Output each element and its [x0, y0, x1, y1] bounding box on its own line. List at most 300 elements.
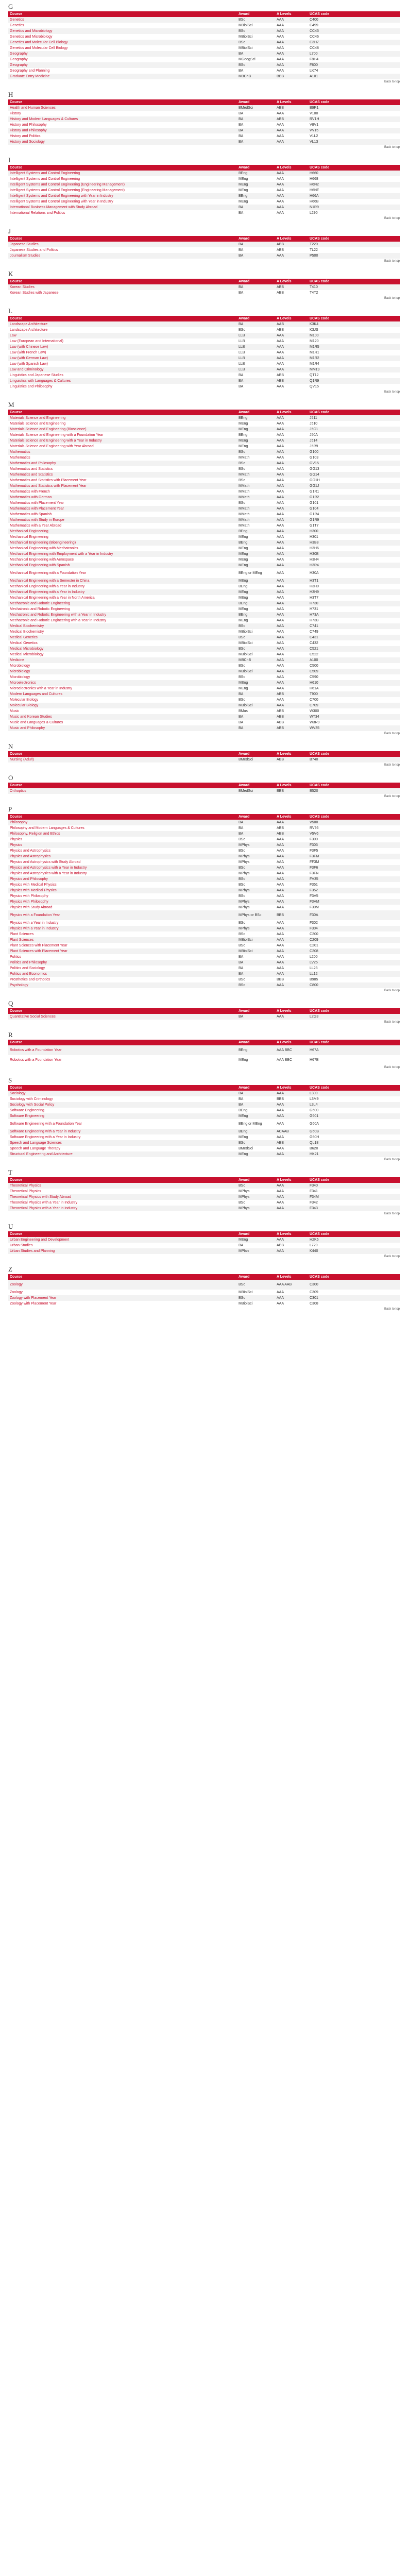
award-cell: BSc	[237, 62, 275, 68]
course-name[interactable]: Health and Human Sciences	[8, 105, 237, 111]
column-header-course: Course	[8, 236, 237, 242]
back-to-top-link[interactable]: Back to top	[384, 217, 400, 220]
course-name[interactable]: Politics and Sociology	[8, 965, 237, 971]
course-name[interactable]: Genetics and Microbiology	[8, 34, 237, 40]
course-name[interactable]: Physics with a Year in Industry	[8, 920, 237, 926]
course-name[interactable]: Speech and Language Therapy	[8, 1146, 237, 1151]
course-name[interactable]: Theoretical Physics	[8, 1183, 237, 1189]
course-name[interactable]: Mechanical Engineering with a Foundation Year	[8, 568, 237, 578]
column-header-alevels: A Levels	[275, 814, 308, 820]
award-cell: MEng	[237, 589, 275, 595]
table-row	[8, 199, 400, 205]
course-name[interactable]: Mathematics with German	[8, 495, 237, 500]
alevels-cell: AAA	[275, 1119, 308, 1129]
award-cell: BA	[237, 831, 275, 837]
course-name[interactable]: Mathematics with a Year Abroad	[8, 523, 237, 529]
back-to-top-link[interactable]: Back to top	[384, 764, 400, 767]
table-row	[8, 34, 400, 40]
course-name[interactable]: Psychology	[8, 982, 237, 988]
course-name[interactable]: Plant Sciences with Placement Year	[8, 948, 237, 954]
course-name[interactable]: Microbiology	[8, 674, 237, 680]
course-name[interactable]: Geography	[8, 51, 237, 57]
course-name[interactable]: Music	[8, 708, 237, 714]
course-name[interactable]: Mechanical Engineering with Employment with a Year in Industry	[8, 551, 237, 557]
back-to-top-row	[8, 988, 400, 998]
alevels-cell: AAA	[275, 578, 308, 584]
course-name[interactable]: Law and Criminology	[8, 367, 237, 372]
award-cell: BMedSci	[237, 788, 275, 794]
course-name[interactable]: Mathematics and Statistics with Placement Year	[8, 478, 237, 483]
course-name[interactable]: Microelectronics with a Year in Industry	[8, 686, 237, 691]
award-cell: MPlan	[237, 1248, 275, 1254]
ucas-code-cell: G60A	[308, 1119, 400, 1129]
table-row	[8, 327, 400, 333]
course-name[interactable]: Genetics	[8, 23, 237, 28]
course-name[interactable]: Microbiology	[8, 669, 237, 674]
course-name[interactable]: Intelligent Systems and Control Engineering with Year in Industry	[8, 193, 237, 199]
course-name[interactable]: Mathematics and Statistics	[8, 466, 237, 472]
alevels-cell: AAA	[275, 848, 308, 854]
alevels-cell: AAA	[275, 606, 308, 612]
course-name[interactable]: Mechatronic and Robotic Engineering	[8, 606, 237, 612]
course-name[interactable]: Software Engineering with a Year in Industry	[8, 1134, 237, 1140]
table-row	[8, 905, 400, 910]
table-row	[8, 28, 400, 34]
course-name[interactable]: Politics and Economics	[8, 971, 237, 977]
course-name[interactable]: Mechanical Engineering with Aerospace	[8, 557, 237, 563]
award-cell: BA	[237, 820, 275, 825]
column-header-course: Course	[8, 1085, 237, 1091]
alevels-cell: AAA	[275, 703, 308, 708]
course-name[interactable]: Genetics and Molecular Cell Biology	[8, 45, 237, 51]
table-row	[8, 557, 400, 563]
award-cell: LLB	[237, 350, 275, 355]
table-header-row	[8, 783, 400, 788]
course-name[interactable]: Physics with a Year in Industry	[8, 926, 237, 931]
back-to-top-row	[8, 1307, 400, 1316]
back-to-top-link[interactable]: Back to top	[384, 1158, 400, 1161]
ucas-code-cell: B620	[308, 1146, 400, 1151]
ucas-code-cell: L3L4	[308, 1102, 400, 1108]
award-cell: MPhys	[237, 859, 275, 865]
award-cell: BSc	[237, 876, 275, 882]
back-to-top-link[interactable]: Back to top	[384, 260, 400, 263]
back-to-top-link[interactable]: Back to top	[384, 1308, 400, 1311]
section-letter-heading: G	[8, 3, 13, 10]
award-cell: MEng	[237, 618, 275, 623]
table-row	[8, 1129, 400, 1134]
course-name[interactable]: Microelectronics	[8, 680, 237, 686]
course-name[interactable]: Speech and Language Sciences	[8, 1140, 237, 1146]
column-header-award: Award	[237, 814, 275, 820]
course-name[interactable]: Urban Studies	[8, 1243, 237, 1248]
award-cell: BSc	[237, 674, 275, 680]
course-name[interactable]: Mechatronic and Robotic Engineering	[8, 601, 237, 606]
letter-section	[8, 774, 400, 804]
alevels-cell: ABB	[275, 708, 308, 714]
course-name[interactable]: Japanese Studies and Politics	[8, 247, 237, 253]
back-to-top-link[interactable]: Back to top	[384, 146, 400, 149]
course-name[interactable]: Intelligent Systems and Control Engineering with Year in Industry	[8, 199, 237, 205]
course-name[interactable]: Physics and Astrophysics with a Year in Industry	[8, 871, 237, 876]
course-name[interactable]: Theoretical Physics	[8, 1189, 237, 1194]
course-name[interactable]: Physics with Study Abroad	[8, 905, 237, 910]
course-name[interactable]: Physics and Astrophysics	[8, 848, 237, 854]
award-cell: BA	[237, 128, 275, 133]
award-cell: BEng	[237, 1108, 275, 1113]
course-name[interactable]: Plant Sciences with Placement Year	[8, 943, 237, 948]
course-name[interactable]: Software Engineering with a Foundation Year	[8, 1119, 237, 1129]
award-cell: BEng	[237, 1129, 275, 1134]
course-name[interactable]: Mathematics with Study in Europe	[8, 517, 237, 523]
section-letter-heading: H	[8, 91, 13, 98]
back-to-top-link[interactable]: Back to top	[384, 989, 400, 992]
course-name[interactable]: History	[8, 111, 237, 116]
ucas-code-cell: N1R9	[308, 205, 400, 210]
table-row	[8, 612, 400, 618]
course-name[interactable]: Medical Microbiology	[8, 646, 237, 652]
table-row	[8, 551, 400, 557]
course-name[interactable]: Mathematics with Placement Year	[8, 506, 237, 512]
course-name[interactable]: Mathematics with Placement Year	[8, 500, 237, 506]
course-name[interactable]: Sociology with Criminology	[8, 1096, 237, 1102]
course-name[interactable]: Mathematics	[8, 449, 237, 455]
course-name[interactable]: Mechanical Engineering with Mechatronics	[8, 546, 237, 551]
ucas-code-cell: F302	[308, 920, 400, 926]
course-name[interactable]: Prosthetics and Orthotics	[8, 977, 237, 982]
alevels-cell: AAA	[275, 629, 308, 635]
table-header-row	[8, 316, 400, 321]
course-name[interactable]: Zoology with Placement Year	[8, 1295, 237, 1301]
table-row	[8, 663, 400, 669]
course-name[interactable]: Plant Sciences	[8, 937, 237, 943]
table-header-row	[8, 814, 400, 820]
course-name[interactable]: Medical Biochemistry	[8, 623, 237, 629]
course-name[interactable]: Mathematics	[8, 455, 237, 461]
course-name[interactable]: Mechatronic and Robotic Engineering with a Year in Industry	[8, 612, 237, 618]
award-cell: MBiolSci	[237, 937, 275, 943]
alevels-cell: AAA	[275, 842, 308, 848]
column-header-course: Course	[8, 751, 237, 757]
alevels-cell: AAA	[275, 652, 308, 657]
course-name[interactable]: Physics with a Foundation Year	[8, 910, 237, 920]
course-name[interactable]: Intelligent Systems and Control Engineering (Engineering Management)	[8, 182, 237, 188]
course-name[interactable]: History and Philosophy	[8, 122, 237, 128]
column-header-alevels: A Levels	[275, 1085, 308, 1091]
award-cell: MMath	[237, 455, 275, 461]
course-name[interactable]: Law (European and International)	[8, 338, 237, 344]
course-name[interactable]: Mechanical Engineering	[8, 534, 237, 540]
table-row	[8, 899, 400, 905]
course-name[interactable]: Linguistics and Japanese Studies	[8, 372, 237, 378]
alevels-cell: ABB	[275, 831, 308, 837]
course-name[interactable]: Politics	[8, 954, 237, 960]
ucas-code-cell: C749	[308, 629, 400, 635]
table-row	[8, 674, 400, 680]
course-name[interactable]: Medical Genetics	[8, 635, 237, 640]
course-name[interactable]: Graduate Entry Medicine	[8, 74, 237, 79]
course-name[interactable]: Medical Microbiology	[8, 652, 237, 657]
course-name[interactable]: Materials Science and Engineering with Year Abroad	[8, 444, 237, 449]
course-name[interactable]: Law (with Chinese Law)	[8, 344, 237, 350]
course-name[interactable]: Law	[8, 333, 237, 338]
course-name[interactable]: Quantitative Social Sciences	[8, 1014, 237, 1020]
course-name[interactable]: Philosophy and Modern Languages & Cultures	[8, 825, 237, 831]
course-name[interactable]: Korean Studies	[8, 284, 237, 290]
course-name[interactable]: Genetics and Microbiology	[8, 28, 237, 34]
course-name[interactable]: Materials Science and Engineering (Bioscience)	[8, 427, 237, 432]
course-name[interactable]: History and Philosophy	[8, 128, 237, 133]
back-to-top-link[interactable]: Back to top	[384, 1021, 400, 1024]
award-cell: BEng	[237, 612, 275, 618]
course-name[interactable]: Mathematics with Spanish	[8, 512, 237, 517]
column-header-award: Award	[237, 1231, 275, 1237]
alevels-cell: AAA	[275, 1146, 308, 1151]
ucas-code-cell: TL22	[308, 247, 400, 253]
table-row	[8, 842, 400, 848]
course-name[interactable]: History and Modern Languages & Cultures	[8, 116, 237, 122]
course-name[interactable]: Sociology with Social Policy	[8, 1102, 237, 1108]
course-name[interactable]: Mathematics with French	[8, 489, 237, 495]
course-name[interactable]: Orthoptics	[8, 788, 237, 794]
award-cell: MBiolSci	[237, 652, 275, 657]
course-name[interactable]: Physics with Philosophy	[8, 899, 237, 905]
table-row	[8, 57, 400, 62]
course-name[interactable]: Law (with German Law)	[8, 355, 237, 361]
course-name[interactable]: Physics and Astrophysics with a Year in Industry	[8, 865, 237, 871]
course-name[interactable]: Law (with Spanish Law)	[8, 361, 237, 367]
course-name[interactable]: Materials Science and Engineering	[8, 421, 237, 427]
course-name[interactable]: Philosophy	[8, 820, 237, 825]
course-name[interactable]: Software Engineering with a Year in Industry	[8, 1129, 237, 1134]
award-cell: BSc	[237, 943, 275, 948]
course-name[interactable]: Structural Engineering and Architecture	[8, 1151, 237, 1157]
back-to-top-link[interactable]: Back to top	[384, 1212, 400, 1215]
course-name[interactable]: Law (with French Law)	[8, 350, 237, 355]
alevels-cell: AAA	[275, 68, 308, 74]
course-name[interactable]: Music and Korean Studies	[8, 714, 237, 720]
course-name[interactable]: Mechanical Engineering with a Year in Industry	[8, 584, 237, 589]
table-row	[8, 253, 400, 259]
course-name[interactable]: Landscape Architecture	[8, 327, 237, 333]
course-name[interactable]: Urban Studies and Planning	[8, 1248, 237, 1254]
course-name[interactable]: Linguistics with Languages & Cultures	[8, 378, 237, 384]
course-name[interactable]: Microbiology	[8, 663, 237, 669]
course-name[interactable]: Materials Science and Engineering with a Foundation Year	[8, 432, 237, 438]
course-name[interactable]: Medicine	[8, 657, 237, 663]
course-name[interactable]: Theoretical Physics with a Year in Industry	[8, 1206, 237, 1211]
course-name[interactable]: Materials Science and Engineering with a Year in Industry	[8, 438, 237, 444]
ucas-code-cell: H2K5	[308, 1237, 400, 1243]
table-row	[8, 1045, 400, 1055]
course-name[interactable]: Politics and Philosophy	[8, 960, 237, 965]
letter-section	[8, 270, 400, 306]
course-name[interactable]: Intelligent Systems and Control Engineering	[8, 171, 237, 176]
ucas-code-cell: C300	[308, 1280, 400, 1290]
ucas-code-cell: LV25	[308, 960, 400, 965]
award-cell: MMath	[237, 512, 275, 517]
award-cell: BSc	[237, 28, 275, 34]
course-name[interactable]: Plant Sciences	[8, 931, 237, 937]
course-name[interactable]: Medical Biochemistry	[8, 629, 237, 635]
course-name[interactable]: Mathematics and Statistics	[8, 472, 237, 478]
table-row	[8, 893, 400, 899]
table-row	[8, 355, 400, 361]
course-name[interactable]: Intelligent Systems and Control Engineering	[8, 176, 237, 182]
award-cell: BA	[237, 133, 275, 139]
award-cell: BEng	[237, 584, 275, 589]
letter-section	[8, 1077, 400, 1167]
course-name[interactable]: History and Politics	[8, 133, 237, 139]
course-name[interactable]: Mechatronic and Robotic Engineering with a Year in Industry	[8, 618, 237, 623]
ucas-code-cell: GG14	[308, 472, 400, 478]
table-row	[8, 1091, 400, 1096]
course-name[interactable]: Physics with Philosophy	[8, 893, 237, 899]
course-name[interactable]: Intelligent Systems and Control Engineering (Engineering Management)	[8, 188, 237, 193]
course-name[interactable]: Modern Languages and Cultures	[8, 691, 237, 697]
course-name[interactable]: Landscape Architecture	[8, 321, 237, 327]
course-name[interactable]: Molecular Biology	[8, 697, 237, 703]
course-name[interactable]: Geography	[8, 57, 237, 62]
course-name[interactable]: Japanese Studies	[8, 242, 237, 247]
course-name[interactable]: Theoretical Physics with a Year in Industry	[8, 1200, 237, 1206]
ucas-code-cell: H3R4	[308, 563, 400, 568]
course-name[interactable]: Zoology with Placement Year	[8, 1301, 237, 1307]
table-row	[8, 111, 400, 116]
course-table	[8, 1008, 400, 1020]
section-letter-heading: O	[8, 774, 13, 782]
alevels-cell: AAA	[275, 517, 308, 523]
ucas-code-cell: F342	[308, 1200, 400, 1206]
course-name[interactable]: Robotics with a Foundation Year	[8, 1045, 237, 1055]
course-name[interactable]: Physics and Astrophysics with Study Abroad	[8, 859, 237, 865]
course-name[interactable]: Robotics with a Foundation Year	[8, 1055, 237, 1065]
award-cell: LLB	[237, 355, 275, 361]
back-to-top-link[interactable]: Back to top	[384, 80, 400, 83]
course-name[interactable]: Mechanical Engineering (Bioengineering)	[8, 540, 237, 546]
course-name[interactable]: Genetics	[8, 17, 237, 23]
alevels-cell: AAA	[275, 432, 308, 438]
course-name[interactable]: Molecular Biology	[8, 703, 237, 708]
course-name[interactable]: Mechanical Engineering with a Year in Industry	[8, 589, 237, 595]
award-cell: BSc	[237, 623, 275, 629]
award-cell: MPhys	[237, 1189, 275, 1194]
course-name[interactable]: Physics	[8, 842, 237, 848]
award-cell: BSc	[237, 461, 275, 466]
alevels-cell: AAA	[275, 367, 308, 372]
back-to-top-link[interactable]: Back to top	[384, 1066, 400, 1069]
back-to-top-link[interactable]: Back to top	[384, 795, 400, 798]
ucas-code-cell: CC48	[308, 45, 400, 51]
alevels-cell: AAA	[275, 466, 308, 472]
ucas-code-cell: L2G3	[308, 1014, 400, 1020]
course-name[interactable]: Software Engineering	[8, 1113, 237, 1119]
course-name[interactable]: Journalism Studies	[8, 253, 237, 259]
award-cell: MEng	[237, 606, 275, 612]
column-header-course: Course	[8, 814, 237, 820]
column-header-course: Course	[8, 279, 237, 284]
award-cell: MEng	[237, 1151, 275, 1157]
course-name[interactable]: International Business Management with Study Abroad	[8, 205, 237, 210]
course-name[interactable]: Geography	[8, 62, 237, 68]
back-to-top-row	[8, 1065, 400, 1075]
course-name[interactable]: History and Sociology	[8, 139, 237, 145]
column-header-course: Course	[8, 1040, 237, 1045]
back-to-top-link[interactable]: Back to top	[384, 732, 400, 735]
course-name[interactable]: Mechanical Engineering with a Semester in China	[8, 578, 237, 584]
course-name[interactable]: Mathematics and Statistics with Placement Year	[8, 483, 237, 489]
course-name[interactable]: Software Engineering	[8, 1108, 237, 1113]
course-name[interactable]: Korean Studies with Japanese	[8, 290, 237, 296]
table-header-row	[8, 1177, 400, 1183]
course-name[interactable]: Genetics and Molecular Cell Biology	[8, 40, 237, 45]
table-header-row	[8, 279, 400, 284]
table-row	[8, 62, 400, 68]
ucas-code-cell: GG13	[308, 466, 400, 472]
course-name[interactable]: Physics with Medical Physics	[8, 888, 237, 893]
award-cell: MBiolSci	[237, 1290, 275, 1295]
alevels-cell: AAA	[275, 188, 308, 193]
course-name[interactable]: Physics and Astrophysics	[8, 854, 237, 859]
course-name[interactable]: Physics with Medical Physics	[8, 882, 237, 888]
back-to-top-link[interactable]: Back to top	[384, 391, 400, 394]
course-name[interactable]: Geography and Planning	[8, 68, 237, 74]
ucas-code-cell: QL18	[308, 1140, 400, 1146]
course-name[interactable]: Music and Languages & Cultures	[8, 720, 237, 725]
back-to-top-link[interactable]: Back to top	[384, 297, 400, 300]
table-row	[8, 1280, 400, 1290]
ucas-code-cell: VL13	[308, 139, 400, 145]
course-name[interactable]: Linguistics and Philosophy	[8, 384, 237, 389]
award-cell: BEng	[237, 193, 275, 199]
course-name[interactable]: Nursing (Adult)	[8, 757, 237, 762]
course-name[interactable]: Urban Engineering and Development	[8, 1237, 237, 1243]
course-name[interactable]: Sociology	[8, 1091, 237, 1096]
course-name[interactable]: Theoretical Physics with Study Abroad	[8, 1194, 237, 1200]
course-name[interactable]: Mechanical Engineering	[8, 529, 237, 534]
course-name[interactable]: Zoology	[8, 1290, 237, 1295]
alevels-cell: ABB	[275, 714, 308, 720]
ucas-code-cell: FV35	[308, 876, 400, 882]
course-table	[8, 1040, 400, 1065]
course-name[interactable]: Philosophy, Religion and Ethics	[8, 831, 237, 837]
course-name[interactable]: Physics and Philosophy	[8, 876, 237, 882]
course-name[interactable]: Medical Genetics	[8, 640, 237, 646]
table-row	[8, 635, 400, 640]
ucas-code-cell: T900	[308, 691, 400, 697]
alevels-cell: AAA	[275, 17, 308, 23]
award-cell: BA	[237, 210, 275, 216]
ucas-code-cell: G1R4	[308, 512, 400, 517]
course-name[interactable]: Mechanical Engineering with a Year in North America	[8, 595, 237, 601]
back-to-top-link[interactable]: Back to top	[384, 1255, 400, 1258]
course-name[interactable]: Mechanical Engineering with Spanish	[8, 563, 237, 568]
award-cell: BEng	[237, 171, 275, 176]
course-name[interactable]: Mathematics and Philosophy	[8, 461, 237, 466]
award-cell: MBChB	[237, 657, 275, 663]
course-name[interactable]: Music and Philosophy	[8, 725, 237, 731]
ucas-code-cell: G60H	[308, 1134, 400, 1140]
alevels-cell: AAA	[275, 139, 308, 145]
course-name[interactable]: International Relations and Politics	[8, 210, 237, 216]
award-cell: BA	[237, 1096, 275, 1102]
course-name[interactable]: Physics	[8, 837, 237, 842]
ucas-code-cell: T4T2	[308, 290, 400, 296]
award-cell: MEng	[237, 438, 275, 444]
course-name[interactable]: Materials Science and Engineering	[8, 415, 237, 421]
course-name[interactable]: Zoology	[8, 1280, 237, 1290]
ucas-code-cell: C209	[308, 937, 400, 943]
